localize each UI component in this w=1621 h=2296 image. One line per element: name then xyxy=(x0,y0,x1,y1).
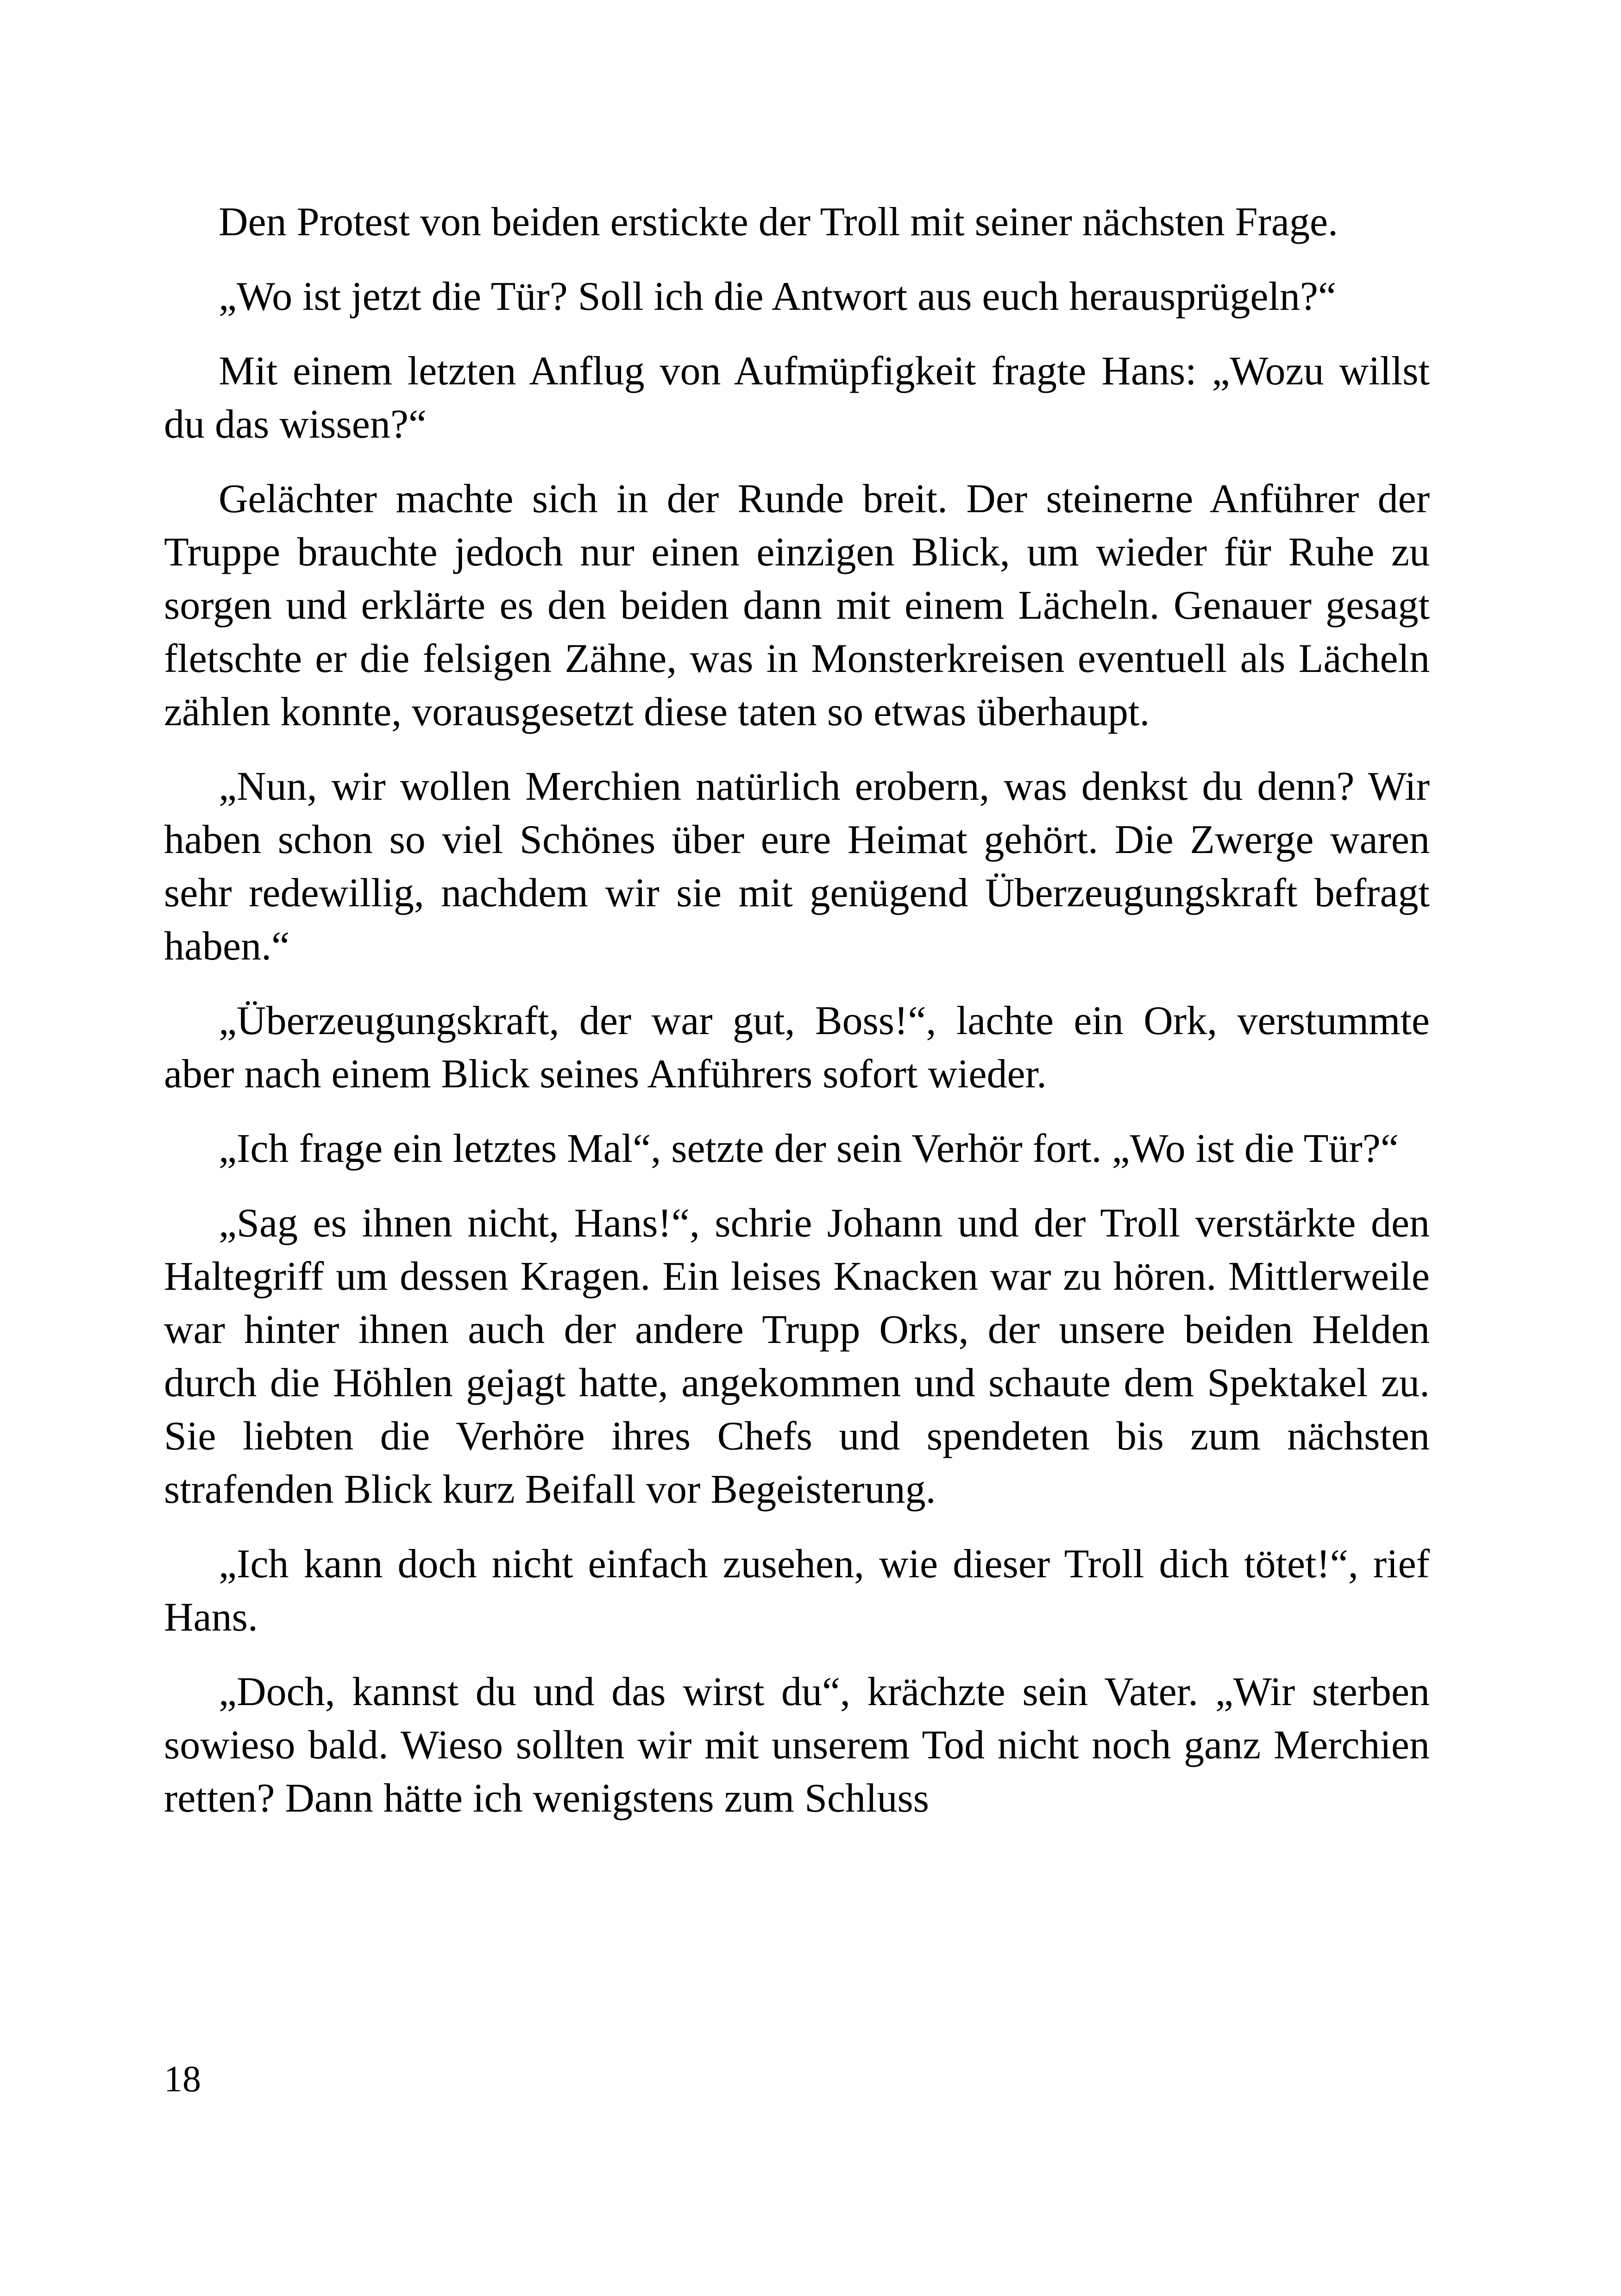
paragraph-9: „Ich kann doch nicht einfach zusehen, wie dieser Troll dich tötet!“, rief Hans. xyxy=(164,1542,1430,1640)
paragraph-6: „Überzeugungskraft, der war gut, Boss!“, lachte ein Ork, verstummte aber nach einem Blick seines Anführers sofort wieder. xyxy=(164,998,1430,1097)
page-body-text xyxy=(164,195,1430,1846)
paragraph-7: „Ich frage ein letztes Mal“, setzte der sein Verhör fort. „Wo ist die Tür?“ xyxy=(219,1126,1399,1171)
page-number: 18 xyxy=(164,2059,201,2100)
paragraph-5: „Nun, wir wollen Merchien natürlich erobern, was denkst du denn? Wir haben schon so viel Schönes über eure Heimat gehört. Die Zwerge waren sehr redewillig, nachdem wir sie mit genügend Überzeugungskraft befragt haben.“ xyxy=(164,764,1430,969)
paragraph-4: Gelächter machte sich in der Runde breit. Der steinerne Anführer der Truppe brauchte jedoch nur einen einzigen Blick, um wieder für Ruhe zu sorgen und erklärte es den beiden dann mit einem Lächeln. Genauer gesagt fletschte er die felsigen Zähne, was in Monsterkreisen eventuell als Lächeln zählen konnte, vorausgesetzt diese taten so etwas überhaupt. xyxy=(164,477,1430,734)
paragraph-3: Mit einem letzten Anflug von Aufmüpfigkeit fragte Hans: „Wozu willst du das wissen?“ xyxy=(164,349,1430,447)
paragraph-10: „Doch, kannst du und das wirst du“, krächzte sein Vater. „Wir sterben sowieso bald. Wieso sollten wir mit unserem Tod nicht noch ganz Merchien retten? Dann hätte ich wenigstens zum Schluss xyxy=(164,1669,1430,1821)
paragraph-8: „Sag es ihnen nicht, Hans!“, schrie Johann und der Troll verstärkte den Haltegriff um dessen Kragen. Ein leises Knacken war zu hören. Mittlerweile war hinter ihnen auch der andere Trupp Orks, der unsere beiden Helden durch die Höhlen gejagt hatte, angekommen und schaute dem Spektakel zu. Sie liebten die Verhöre ihres Chefs und spendeten bis zum nächsten strafenden Blick kurz Beifall vor Begeisterung. xyxy=(164,1201,1430,1512)
paragraph-1: Den Protest von beiden erstickte der Troll mit seiner nächsten Frage. xyxy=(219,200,1338,245)
paragraph-2: „Wo ist jetzt die Tür? Soll ich die Antwort aus euch herausprügeln?“ xyxy=(219,274,1337,319)
